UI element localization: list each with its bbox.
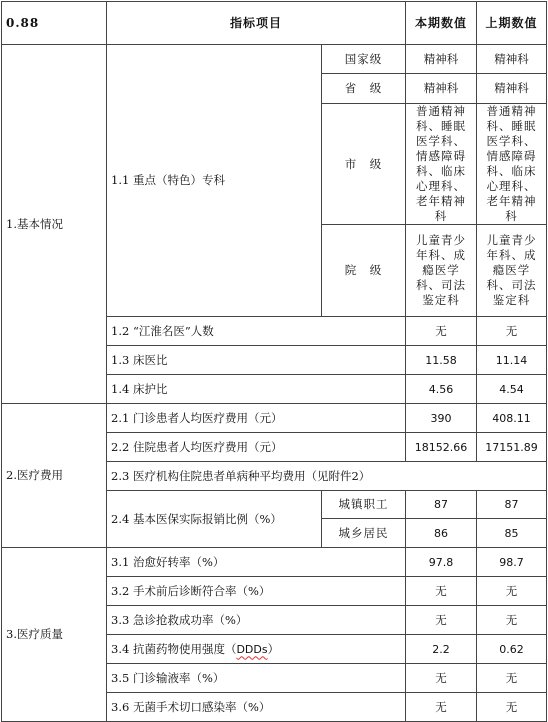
cell-current: 86 xyxy=(406,519,477,548)
level-label: 院 级 xyxy=(322,225,406,317)
cell-previous: 17151.89 xyxy=(477,433,547,462)
cell-previous: 普通精神科、睡眠医学科、情感障碍科、临床心理科、老年精神科 xyxy=(477,104,547,225)
row-label-prefix: 3.4 抗菌药物使用强度（ xyxy=(111,641,237,656)
cell-previous: 85 xyxy=(477,519,547,548)
cell-current: 无 xyxy=(406,317,477,346)
cell-current: 无 xyxy=(406,606,477,635)
cell-previous: 无 xyxy=(477,317,547,346)
row-label-suffix: ） xyxy=(267,641,280,656)
cell-previous: 无 xyxy=(477,577,547,606)
sub-label: 城镇职工 xyxy=(322,491,406,519)
cell-current: 390 xyxy=(406,404,477,433)
cell-current: 18152.66 xyxy=(406,433,477,462)
cell-current: 无 xyxy=(406,664,477,693)
cell-current: 普通精神科、睡眠医学科、情感障碍科、临床心理科、老年精神科 xyxy=(406,104,477,225)
ddds-unit: DDDs xyxy=(236,642,268,656)
level-label: 国家级 xyxy=(322,45,406,74)
cell-current: 儿童青少年科、成瘾医学科、司法鉴定科 xyxy=(406,225,477,317)
cell-current: 2.2 xyxy=(406,635,477,664)
cell-previous: 精神科 xyxy=(477,74,547,104)
row-label: 2.2 住院患者人均医疗费用（元） xyxy=(107,433,406,462)
header-corner: 0.88 xyxy=(2,2,107,45)
cell-previous: 408.11 xyxy=(477,404,547,433)
table-row xyxy=(2,45,547,74)
row-label: 1.3 床医比 xyxy=(107,346,406,375)
cell-current: 精神科 xyxy=(406,74,477,104)
row-label: 3.6 无菌手术切口感染率（%） xyxy=(107,693,406,722)
cell-current: 4.56 xyxy=(406,375,477,404)
cell-previous: 精神科 xyxy=(477,45,547,74)
row-label: 2.4 基本医保实际报销比例（%） xyxy=(107,491,322,548)
section-title: 1.基本情况 xyxy=(2,45,107,404)
sub-label: 城乡居民 xyxy=(322,519,406,548)
header-row xyxy=(2,2,547,45)
row-label: 1.2 “江淮名医”人数 xyxy=(107,317,406,346)
cell-current: 87 xyxy=(406,491,477,519)
section-title: 3.医疗质量 xyxy=(2,548,107,722)
row-label: 2.3 医疗机构住院患者单病种平均费用（见附件2） xyxy=(107,462,547,491)
indicator-table xyxy=(1,1,547,722)
cell-current: 97.8 xyxy=(406,548,477,577)
cell-previous: 98.7 xyxy=(477,548,547,577)
cell-previous: 11.14 xyxy=(477,346,547,375)
cell-current: 无 xyxy=(406,693,477,722)
cell-previous: 4.54 xyxy=(477,375,547,404)
header-previous: 上期数值 xyxy=(477,2,547,45)
row-label: 3.2 手术前后诊断符合率（%） xyxy=(107,577,406,606)
cell-previous: 无 xyxy=(477,606,547,635)
cell-current: 无 xyxy=(406,577,477,606)
cell-previous: 87 xyxy=(477,491,547,519)
cell-previous: 0.62 xyxy=(477,635,547,664)
row-label: 1.1 重点（特色）专科 xyxy=(107,45,322,317)
row-label: 2.1 门诊患者人均医疗费用（元） xyxy=(107,404,406,433)
level-label: 省 级 xyxy=(322,74,406,104)
cell-previous: 无 xyxy=(477,664,547,693)
row-label: 3.3 急诊抢救成功率（%） xyxy=(107,606,406,635)
row-label: 1.4 床护比 xyxy=(107,375,406,404)
cell-current: 精神科 xyxy=(406,45,477,74)
row-label: 3.5 门诊输液率（%） xyxy=(107,664,406,693)
cell-current: 11.58 xyxy=(406,346,477,375)
cell-previous: 儿童青少年科、成瘾医学科、司法鉴定科 xyxy=(477,225,547,317)
row-label: 3.1 治愈好转率（%） xyxy=(107,548,406,577)
header-current: 本期数值 xyxy=(406,2,477,45)
table-row xyxy=(2,548,547,577)
row-label xyxy=(107,635,406,664)
level-label: 市 级 xyxy=(322,104,406,225)
header-indicator: 指标项目 xyxy=(107,2,406,45)
section-title: 2.医疗费用 xyxy=(2,404,107,548)
table-row xyxy=(2,404,547,433)
cell-previous: 无 xyxy=(477,693,547,722)
